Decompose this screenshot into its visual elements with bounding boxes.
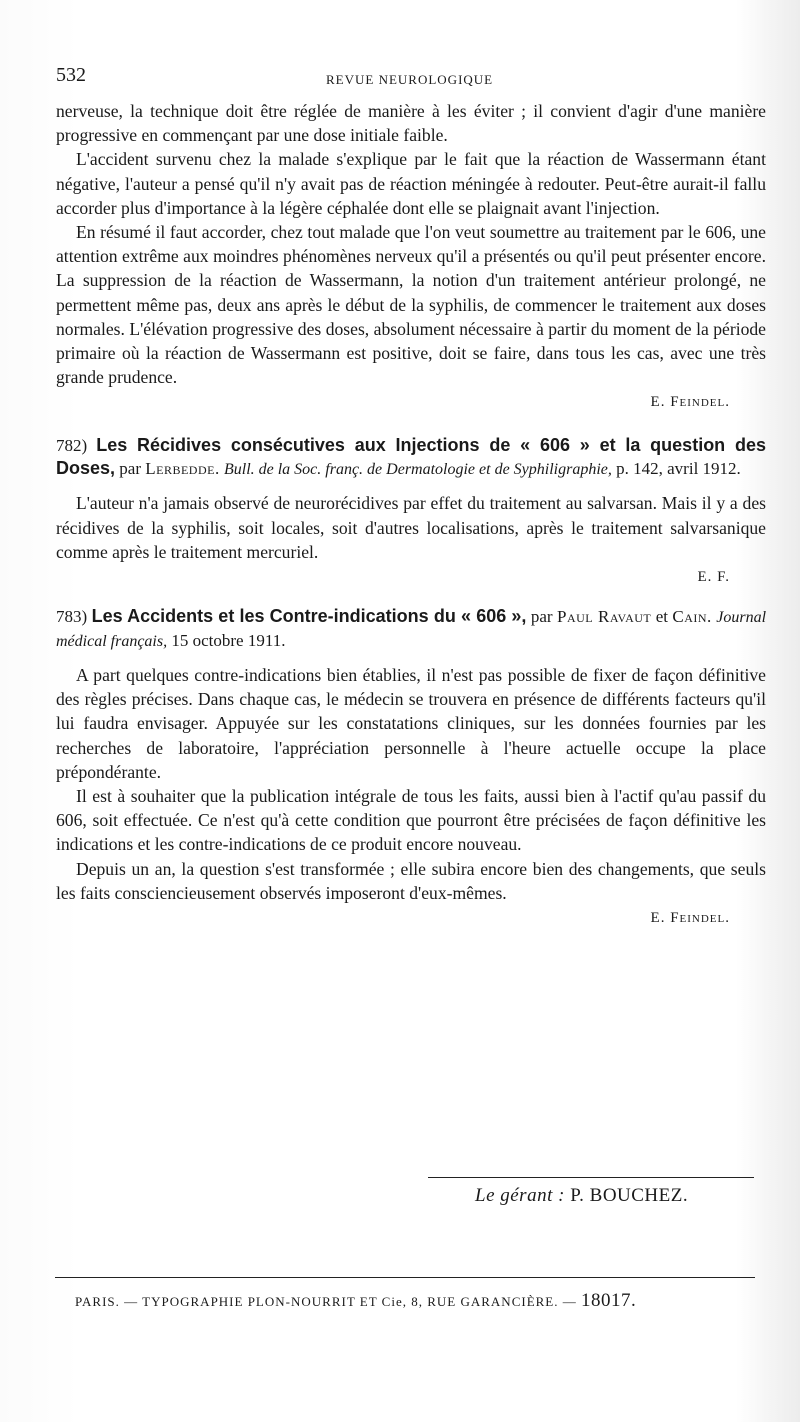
entry-reference: Bull. de la Soc. franç. de Dermatologie et de Syphiligraphie, bbox=[223, 461, 612, 479]
page-number: 532 bbox=[56, 64, 86, 86]
entry-number: 782) bbox=[56, 436, 88, 456]
page-header bbox=[56, 64, 766, 94]
entry-reference: Journal médical français, bbox=[56, 609, 767, 651]
entry-paragraph-1: A part quelques contre-indications bien établies, il n'est pas possible de fixer de façon définitive des règles précises. Dans chaque cas, le médecin se trouvera en présence de différents facteurs qu'il lui faudra envisager. Appuyée sur les constatations cliniques, sur les données fournies par les recherches de laboratoire, l'appréciation personnelle à l'heure actuelle occupe la place prépondérante. bbox=[56, 665, 766, 782]
entry-title: Les Récidives consécutives aux Injections de « 606 » et la question des Doses, bbox=[56, 435, 766, 479]
entry-signature: E. F. bbox=[697, 569, 730, 586]
entry-783 bbox=[56, 605, 766, 929]
entry-author-2: Cain. bbox=[672, 607, 712, 627]
entry-782 bbox=[56, 434, 766, 588]
intro-paragraph-3: En résumé il faut accorder, chez tout malade que l'on veut soumettre au traitement par le 606, une attention extrême aux moindres phénomènes nerveux qu'il a présentés ou qu'il peut présenter encore. La suppression de la réaction de Wassermann, la notion d'un traitement antérieur prolongé, ne permettent même pas, deux ans après le début de la syphilis, de commencer le traitement aux doses normales. L'élévation progressive des doses, absolument nécessaire à partir du moment de la période primaire où la réaction de Wassermann est positive, doit se faire, dans tous les cas, avec une très grande prudence. bbox=[56, 222, 766, 388]
entry-heading bbox=[56, 434, 766, 481]
entry-number: 783) bbox=[56, 607, 88, 627]
gerant-line bbox=[475, 1185, 688, 1207]
entry-location: 15 octobre 1911. bbox=[171, 631, 286, 651]
entry-by: par bbox=[530, 607, 553, 627]
intro-signature: E. Feindel. bbox=[650, 394, 730, 411]
gerant-label: Le gérant : bbox=[475, 1185, 565, 1206]
entry-author: Lerbedde. bbox=[145, 459, 220, 479]
entry-signature: E. Feindel. bbox=[650, 910, 730, 927]
printer-imprint bbox=[75, 1290, 636, 1312]
gerant-name: P. BOUCHEZ. bbox=[570, 1185, 689, 1206]
footer-rule bbox=[55, 1277, 755, 1278]
entry-author: Paul Ravaut bbox=[556, 607, 652, 627]
page-content bbox=[56, 99, 766, 929]
entry-paragraph-2: Il est à souhaiter que la publication intégrale de tous les faits, aussi bien à l'actif qu'au passif du 606, soit effectuée. Ce n'est qu'à cette condition que pourront être précisées de façon définitive les indications et les contre-indications de ce produit encore nouveau. bbox=[56, 786, 766, 855]
entry-location: p. 142, avril 1912. bbox=[616, 459, 741, 479]
imprint-number: 18017. bbox=[581, 1290, 637, 1311]
entry-and: et bbox=[655, 607, 668, 627]
gerant-rule bbox=[428, 1177, 754, 1178]
entry-heading bbox=[56, 605, 766, 653]
intro-paragraph-1: nerveuse, la technique doit être réglée de manière à les éviter ; il convient d'agir d'une manière progressive en commençant par une dose initiale faible. bbox=[56, 101, 766, 146]
imprint-text: PARIS. — TYPOGRAPHIE PLON-NOURRIT ET Cie, 8, RUE GARANCIÈRE. — bbox=[75, 1294, 577, 1309]
entry-paragraph: L'auteur n'a jamais observé de neurorécidives par effet du traitement au salvarsan. Mais il y a des récidives de la syphilis, soit locales, soit d'autres localisations, après le traitement salvarsanique comme après le traitement mercuriel. bbox=[56, 493, 766, 562]
entry-title: Les Accidents et les Contre-indications du « 606 », bbox=[91, 606, 527, 627]
entry-by: par bbox=[119, 459, 141, 479]
entry-paragraph-3: Depuis un an, la question s'est transformée ; elle subira encore bien des changements, que seuls les faits consciencieusement observés imposeront d'eux-mêmes. bbox=[56, 858, 766, 903]
running-title: REVUE NEUROLOGIQUE bbox=[326, 72, 494, 87]
intro-paragraph-2: L'accident survenu chez la malade s'explique par le fait que la réaction de Wassermann étant négative, l'auteur a pensé qu'il n'y avait pas de réaction méningée à redouter. Peut-être aurait-il fallu accorder plus d'importance à la légère céphalée dont elle se plaignait avant l'injection. bbox=[56, 149, 766, 218]
